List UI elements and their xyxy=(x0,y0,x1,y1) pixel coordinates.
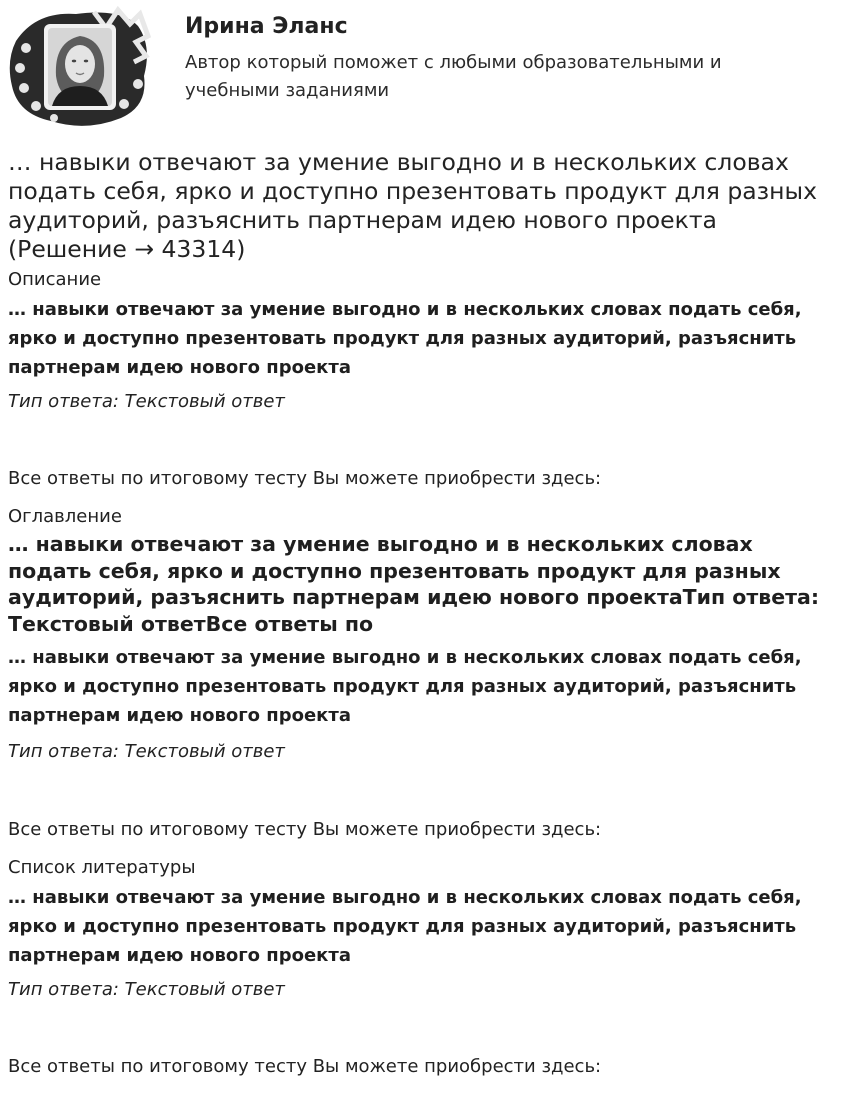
references-section xyxy=(8,856,840,1079)
description-purchase-note: Все ответы по итоговому тесту Вы можете приобрести здесь: xyxy=(8,468,602,489)
toc-label: Оглавление xyxy=(8,506,122,527)
author-photo-filmstrip-frame[interactable] xyxy=(6,6,152,128)
references-question: … навыки отвечают за умение выгодно и в нескольких словах подать себя, ярко и доступно презентовать продукт для разных аудиторий, разъяснить партнерам идею нового проекта xyxy=(8,887,802,966)
page-title: … навыки отвечают за умение выгодно и в нескольких словах подать себя, ярко и доступно презентовать продукт для разных аудиторий, разъяснить партнерам идею нового проекта (Решение → 43314) xyxy=(8,148,817,263)
author-name[interactable]: Ирина Эланс xyxy=(185,14,348,39)
description-answer-type: Тип ответа: Текстовый ответ xyxy=(8,391,285,412)
description-section xyxy=(8,268,840,491)
references-purchase-note: Все ответы по итоговому тесту Вы можете приобрести здесь: xyxy=(8,1056,602,1077)
description-label: Описание xyxy=(8,269,102,290)
toc-section xyxy=(8,505,840,842)
document-content xyxy=(8,148,840,1079)
references-label: Список литературы xyxy=(8,857,196,878)
description-question: … навыки отвечают за умение выгодно и в нескольких словах подать себя, ярко и доступно презентовать продукт для разных аудиторий, разъяснить партнерам идею нового проекта xyxy=(8,299,802,378)
toc-question: … навыки отвечают за умение выгодно и в нескольких словах подать себя, ярко и доступно презентовать продукт для разных аудиторий, разъяснить партнерам идею нового проекта xyxy=(8,647,802,726)
toc-answer-type: Тип ответа: Текстовый ответ xyxy=(8,741,285,762)
author-photo xyxy=(48,28,112,106)
references-answer-type: Тип ответа: Текстовый ответ xyxy=(8,979,285,1000)
toc-purchase-note: Все ответы по итоговому тесту Вы можете приобрести здесь: xyxy=(8,819,602,840)
author-header xyxy=(0,0,847,130)
toc-heading: … навыки отвечают за умение выгодно и в нескольких словах подать себя, ярко и доступно презентовать продукт для разных аудиторий, разъяснить партнерам идею нового проектаТип ответа: Текстовый ответВсе ответы по xyxy=(8,532,820,636)
author-bio: Автор который поможет с любыми образовательными и учебными заданиями xyxy=(185,52,722,101)
